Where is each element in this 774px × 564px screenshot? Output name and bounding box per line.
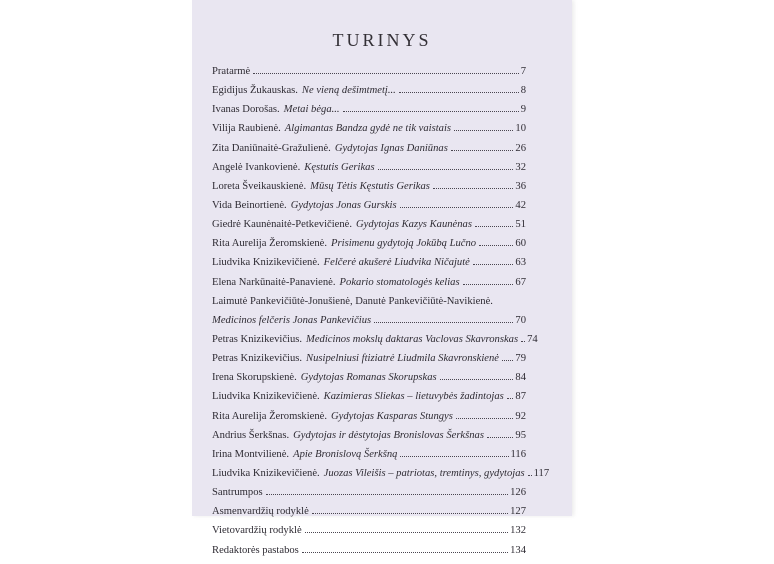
table-of-contents — [212, 66, 550, 564]
dot-leader — [528, 475, 532, 476]
toc-author: Liudvika Knizikevičienė. — [212, 467, 320, 479]
toc-work-title: Algimantas Bandza gydė ne tik vaistais — [284, 123, 452, 135]
toc-page-number: 92 — [515, 410, 526, 422]
toc-page-number: 32 — [515, 161, 526, 173]
toc-page-number: 9 — [520, 104, 526, 116]
toc-author: Vida Beinortienė. — [212, 199, 287, 211]
toc-author: Egidijus Žukauskas. — [212, 85, 298, 97]
toc-entry — [212, 353, 526, 372]
dot-leader — [253, 73, 518, 74]
toc-work-title: Gydytojas Jonas Gurskis — [290, 199, 397, 211]
toc-author: Zita Daniūnaitė-Gražulienė. — [212, 142, 331, 154]
toc-page-number: 63 — [515, 257, 526, 269]
toc-author: Petras Knizikevičius. — [212, 353, 303, 365]
toc-page-number: 127 — [510, 506, 526, 518]
toc-page-number: 70 — [515, 314, 526, 326]
toc-entry — [212, 449, 526, 468]
toc-page-number: 67 — [515, 276, 526, 288]
toc-work-title: Kazimieras Sliekas – lietuvybės žadintojas — [323, 391, 504, 403]
toc-entry — [212, 315, 526, 334]
toc-entry — [212, 430, 526, 449]
toc-author: Andrius Šerkšnas. — [212, 429, 290, 441]
dot-leader — [343, 111, 519, 112]
toc-entry — [212, 506, 526, 525]
dot-leader — [507, 398, 514, 399]
toc-entry — [212, 277, 526, 296]
dot-leader — [487, 437, 513, 438]
toc-page-number: 84 — [515, 372, 526, 384]
toc-work-title: Apie Bronislovą Šerkšną — [293, 448, 398, 460]
toc-page-number: 126 — [510, 487, 526, 499]
toc-work-title: Medicinos felčeris Jonas Pankevičius — [212, 314, 372, 326]
toc-work-title: Ne vieną dešimtmetį... — [301, 85, 396, 97]
dot-leader — [454, 130, 513, 131]
dot-leader — [399, 92, 519, 93]
toc-author: Redaktorės pastabos — [212, 544, 299, 556]
toc-author: Ivanas Dorošas. — [212, 104, 280, 116]
toc-work-title: Gydytojas ir dėstytojas Bronislovas Šerkšnas — [293, 429, 484, 441]
toc-entry — [212, 333, 538, 353]
dot-leader — [451, 150, 514, 151]
toc-page-number: 95 — [515, 429, 526, 441]
dot-leader — [378, 169, 514, 170]
dot-leader — [475, 226, 513, 227]
dot-leader — [473, 264, 514, 265]
toc-author: Angelė Ivankovienė. — [212, 161, 301, 173]
toc-author: Santrumpos — [212, 487, 263, 499]
toc-work-title: Mūsų Tėtis Kęstutis Gerikas — [310, 180, 430, 192]
dot-leader — [266, 494, 508, 495]
toc-author: Pratarmė — [212, 66, 251, 77]
toc-page-number: 132 — [510, 525, 526, 537]
toc-page-number: 36 — [515, 180, 526, 192]
toc-author: Liudvika Knizikevičienė. — [212, 391, 320, 403]
toc-author: Vilija Raubienė. — [212, 123, 281, 135]
toc-entry — [212, 181, 526, 200]
toc-entry — [212, 85, 526, 104]
toc-page-number: 10 — [515, 123, 526, 135]
toc-entry — [212, 411, 526, 430]
dot-leader — [502, 360, 513, 361]
dot-leader — [433, 188, 513, 189]
toc-entry — [212, 545, 526, 564]
dot-leader — [521, 341, 525, 342]
toc-author: Giedrė Kaunėnaitė-Petkevičienė. — [212, 219, 353, 231]
toc-work-title: Medicinos mokslų daktaras Vaclovas Skavronskas — [306, 333, 519, 345]
toc-entry — [212, 143, 526, 162]
toc-author: Loreta Šveikauskienė. — [212, 180, 307, 192]
toc-page-number: 42 — [515, 199, 526, 211]
toc-page-number: 74 — [527, 333, 538, 345]
toc-page-number: 60 — [515, 238, 526, 250]
toc-author: Elena Narkūnaitė-Panavienė. — [212, 276, 336, 288]
toc-page-number: 116 — [510, 448, 526, 460]
dot-leader — [440, 379, 514, 380]
toc-work-title: Pokario stomatologės kelias — [339, 276, 460, 288]
toc-entry — [212, 372, 526, 391]
toc-entry — [212, 123, 526, 142]
toc-work-title: Metai bėga... — [283, 104, 340, 116]
toc-work-title: Gydytojas Kazys Kaunėnas — [356, 219, 472, 231]
toc-author: Liudvika Knizikevičienė. — [212, 257, 320, 269]
toc-work-title: Prisimenu gydytoją Jokūbą Lučno — [331, 238, 477, 250]
toc-entry — [212, 104, 526, 123]
toc-page-number: 7 — [520, 66, 526, 77]
dot-leader — [456, 418, 514, 419]
toc-page-number: 134 — [510, 544, 526, 556]
dot-leader — [400, 207, 514, 208]
toc-work-title: Gydytojas Ignas Daniūnas — [334, 142, 448, 154]
toc-entry — [212, 66, 526, 85]
dot-leader — [312, 513, 508, 514]
toc-author: Laimutė Pankevičiūtė-Jonušienė, Danutė Pankevičiūtė-Navikienė. — [212, 295, 493, 307]
toc-work-title: Nusipelniusi ftiziatrė Liudmila Skavronskienė — [306, 353, 499, 365]
toc-entry — [212, 296, 526, 315]
toc-entry — [212, 162, 526, 181]
toc-author: Irina Montvilienė. — [212, 448, 290, 460]
toc-author: Rita Aurelija Žeromskienė. — [212, 238, 328, 250]
toc-entry — [212, 238, 526, 257]
toc-entry — [212, 487, 526, 506]
toc-author: Asmenvardžių rodyklė — [212, 506, 309, 518]
dot-leader — [305, 532, 508, 533]
toc-entry — [212, 219, 526, 238]
toc-entry — [212, 525, 526, 544]
toc-author: Rita Aurelija Žeromskienė. — [212, 410, 328, 422]
dot-leader — [302, 552, 508, 553]
dot-leader — [400, 456, 508, 457]
toc-work-title: Gydytojas Romanas Skorupskas — [300, 372, 437, 384]
toc-entry — [212, 200, 526, 219]
toc-page-number: 79 — [515, 353, 526, 365]
page-title: TURINYS — [332, 30, 432, 50]
toc-work-title: Juozas Vileišis – patriotas, tremtinys, gydytojas — [323, 467, 525, 479]
toc-entry — [212, 257, 526, 276]
toc-page-number: 8 — [520, 85, 526, 97]
toc-author: Petras Knizikevičius. — [212, 333, 303, 345]
toc-page-number: 117 — [533, 467, 550, 479]
toc-entry — [212, 467, 550, 487]
dot-leader — [463, 284, 514, 285]
toc-work-title: Kęstutis Gerikas — [304, 161, 375, 173]
toc-work-title: Gydytojas Kasparas Stungys — [331, 410, 453, 422]
toc-author: Irena Skorupskienė. — [212, 372, 297, 384]
toc-page-number: 87 — [515, 391, 526, 403]
dot-leader — [479, 245, 513, 246]
toc-entry — [212, 391, 526, 410]
toc-page-number: 26 — [515, 142, 526, 154]
toc-page-number: 51 — [515, 219, 526, 231]
toc-author: Vietovardžių rodyklė — [212, 525, 302, 537]
toc-work-title: Felčerė akušerė Liudvika Ničajutė — [323, 257, 470, 269]
dot-leader — [374, 322, 513, 323]
